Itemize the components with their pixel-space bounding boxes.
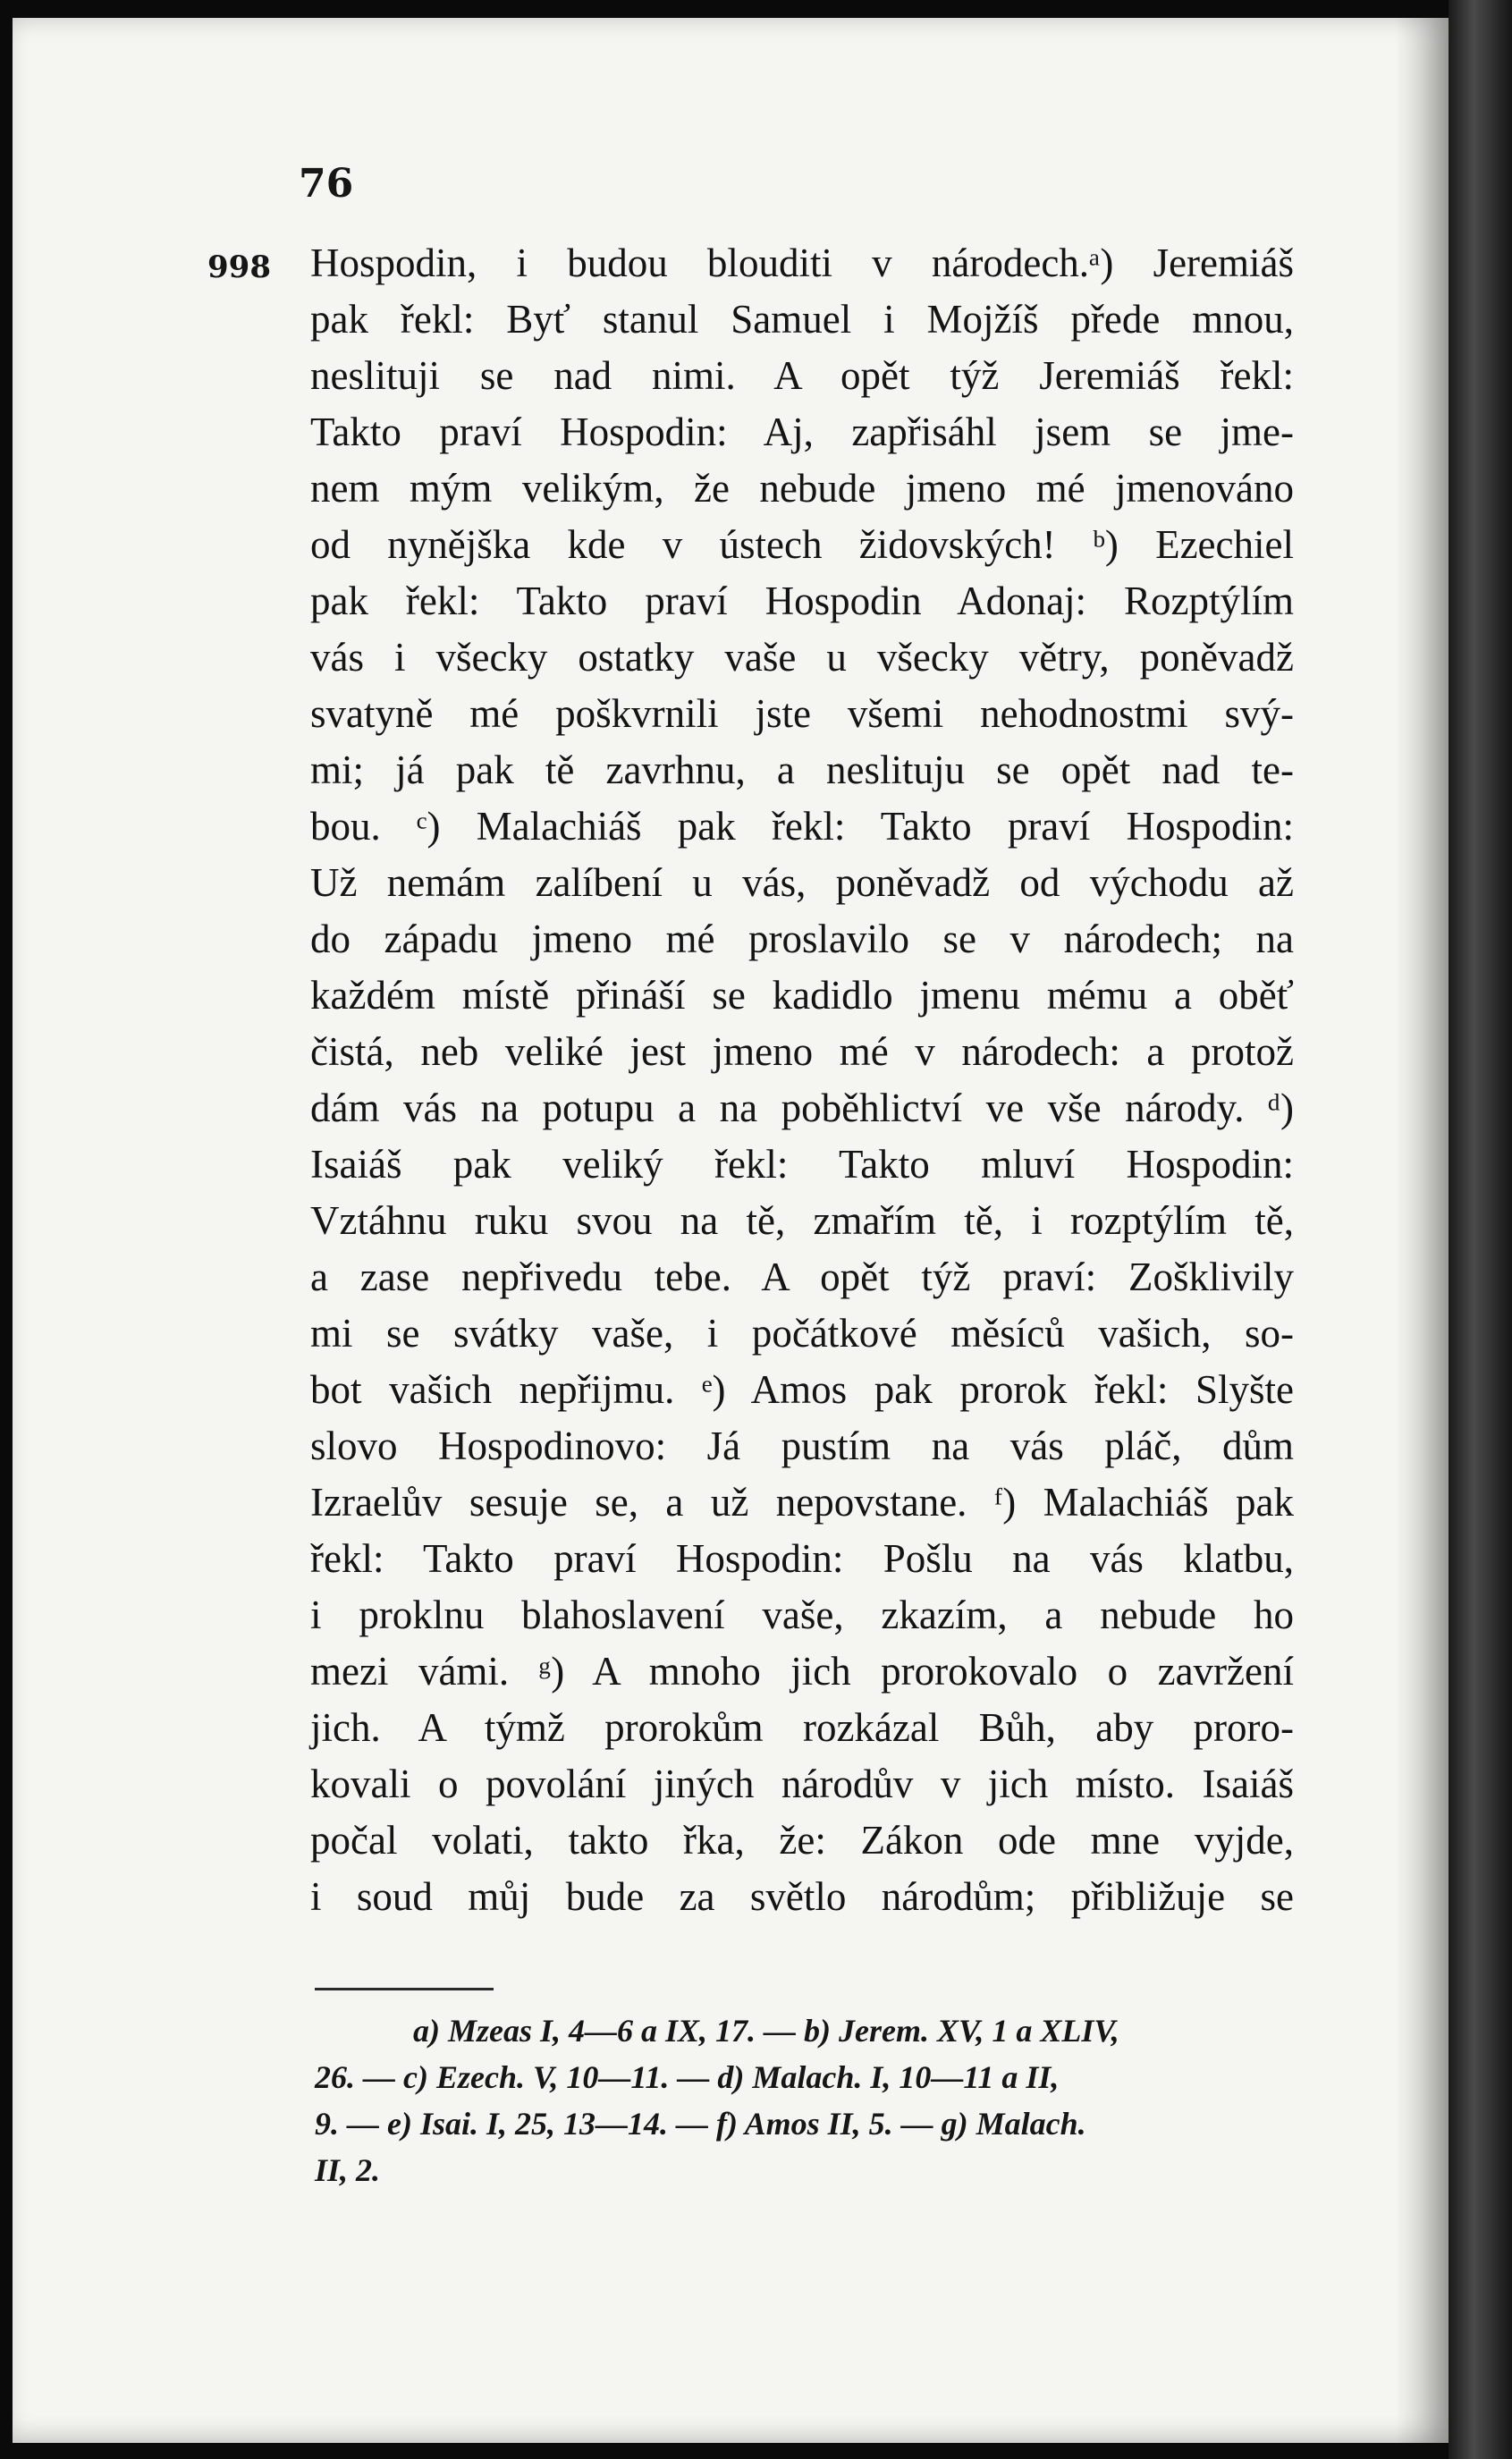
footnote-divider [315, 1988, 494, 1990]
body-text [310, 235, 1294, 1925]
text-line: slovo Hospodinovo: Já pustím na vás pláč, dům [310, 1424, 1294, 1468]
text-line: mi se svátky vaše, i počátkové měsíců vašich, so- [310, 1311, 1294, 1356]
text-line: neslituji se nad nimi. A opět týž Jeremiáš řekl: [310, 353, 1294, 398]
text-line: Takto praví Hospodin: Aj, zapřisáhl jsem se jme- [310, 410, 1294, 454]
text-line: čistá, neb veliké jest jmeno mé v národech: a protož [310, 1029, 1294, 1074]
footnote-line: II, 2. [315, 2152, 381, 2188]
page-edge-shadow [1395, 18, 1449, 2443]
text-line: do západu jmeno mé proslavilo se v národech; na [310, 917, 1294, 961]
footnote-line: a) Mzeas I, 4—6 a IX, 17. — b) Jerem. XV, 1 a XLIV, [413, 2013, 1119, 2049]
text-line: i soud můj bude za světlo národům; přibližuje se [310, 1874, 1294, 1919]
scan-border [1449, 0, 1512, 2459]
footnotes [315, 2007, 1294, 2193]
text-line: kovali o povolání jiných národův v jich místo. Isaiáš [310, 1762, 1294, 1806]
text-line: bot vašich nepřijmu. ᵉ) Amos pak prorok řekl: Slyšte [310, 1367, 1294, 1412]
text-line: Vztáhnu ruku svou na tě, zmařím tě, i rozptýlím tě, [310, 1198, 1294, 1243]
text-line: Hospodin, i budou blouditi v národech.ᵃ) Jeremiáš [310, 241, 1294, 285]
page-number: 76 [299, 161, 354, 207]
text-line: řekl: Takto praví Hospodin: Pošlu na vás klatbu, [310, 1536, 1294, 1581]
footnote-line: 26. — c) Ezech. V, 10—11. — d) Malach. I, 10—11 a II, [315, 2059, 1060, 2095]
text-line: vás i všecky ostatky vaše u všecky větry, poněvadž [310, 635, 1294, 680]
text-line: svatyně mé poškvrnili jste všemi nehodnostmi svý- [310, 691, 1294, 736]
text-line: a zase nepřivedu tebe. A opět týž praví: Zošklivily [310, 1255, 1294, 1299]
text-line: mi; já pak tě zavrhnu, a neslituju se opět nad te- [310, 748, 1294, 792]
text-line: Už nemám zalíbení u vás, poněvadž od východu až [310, 860, 1294, 905]
text-line: Izraelův sesuje se, a už nepovstane. ᶠ) Malachiáš pak [310, 1480, 1294, 1525]
margin-verse-number: 998 [207, 249, 271, 285]
text-line: jich. A týmž prorokům rozkázal Bůh, aby proro- [310, 1705, 1294, 1750]
text-line: i proklnu blahoslavení vaše, zkazím, a nebude ho [310, 1593, 1294, 1637]
text-line: nem mým velikým, že nebude jmeno mé jmenováno [310, 466, 1294, 511]
text-line: každém místě přináší se kadidlo jmenu mému a oběť [310, 973, 1294, 1018]
text-line: mezi vámi. ᵍ) A mnoho jich prorokovalo o zavržení [310, 1649, 1294, 1694]
text-line: bou. ᶜ) Malachiáš pak řekl: Takto praví Hospodin: [310, 804, 1294, 849]
text-line: pak řekl: Byť stanul Samuel i Mojžíš přede mnou, [310, 297, 1294, 342]
text-line: dám vás na potupu a na poběhlictví ve vše národy. ᵈ) [310, 1086, 1294, 1130]
text-line: Isaiáš pak veliký řekl: Takto mluví Hospodin: [310, 1142, 1294, 1187]
footnote-line: 9. — e) Isai. I, 25, 13—14. — f) Amos II, 5. — g) Malach. [315, 2106, 1086, 2142]
text-line: pak řekl: Takto praví Hospodin Adonaj: Rozptýlím [310, 579, 1294, 623]
text-line: počal volati, takto řka, že: Zákon ode mne vyjde, [310, 1818, 1294, 1863]
text-line: od nynějška kde v ústech židovských! ᵇ) Ezechiel [310, 522, 1294, 567]
